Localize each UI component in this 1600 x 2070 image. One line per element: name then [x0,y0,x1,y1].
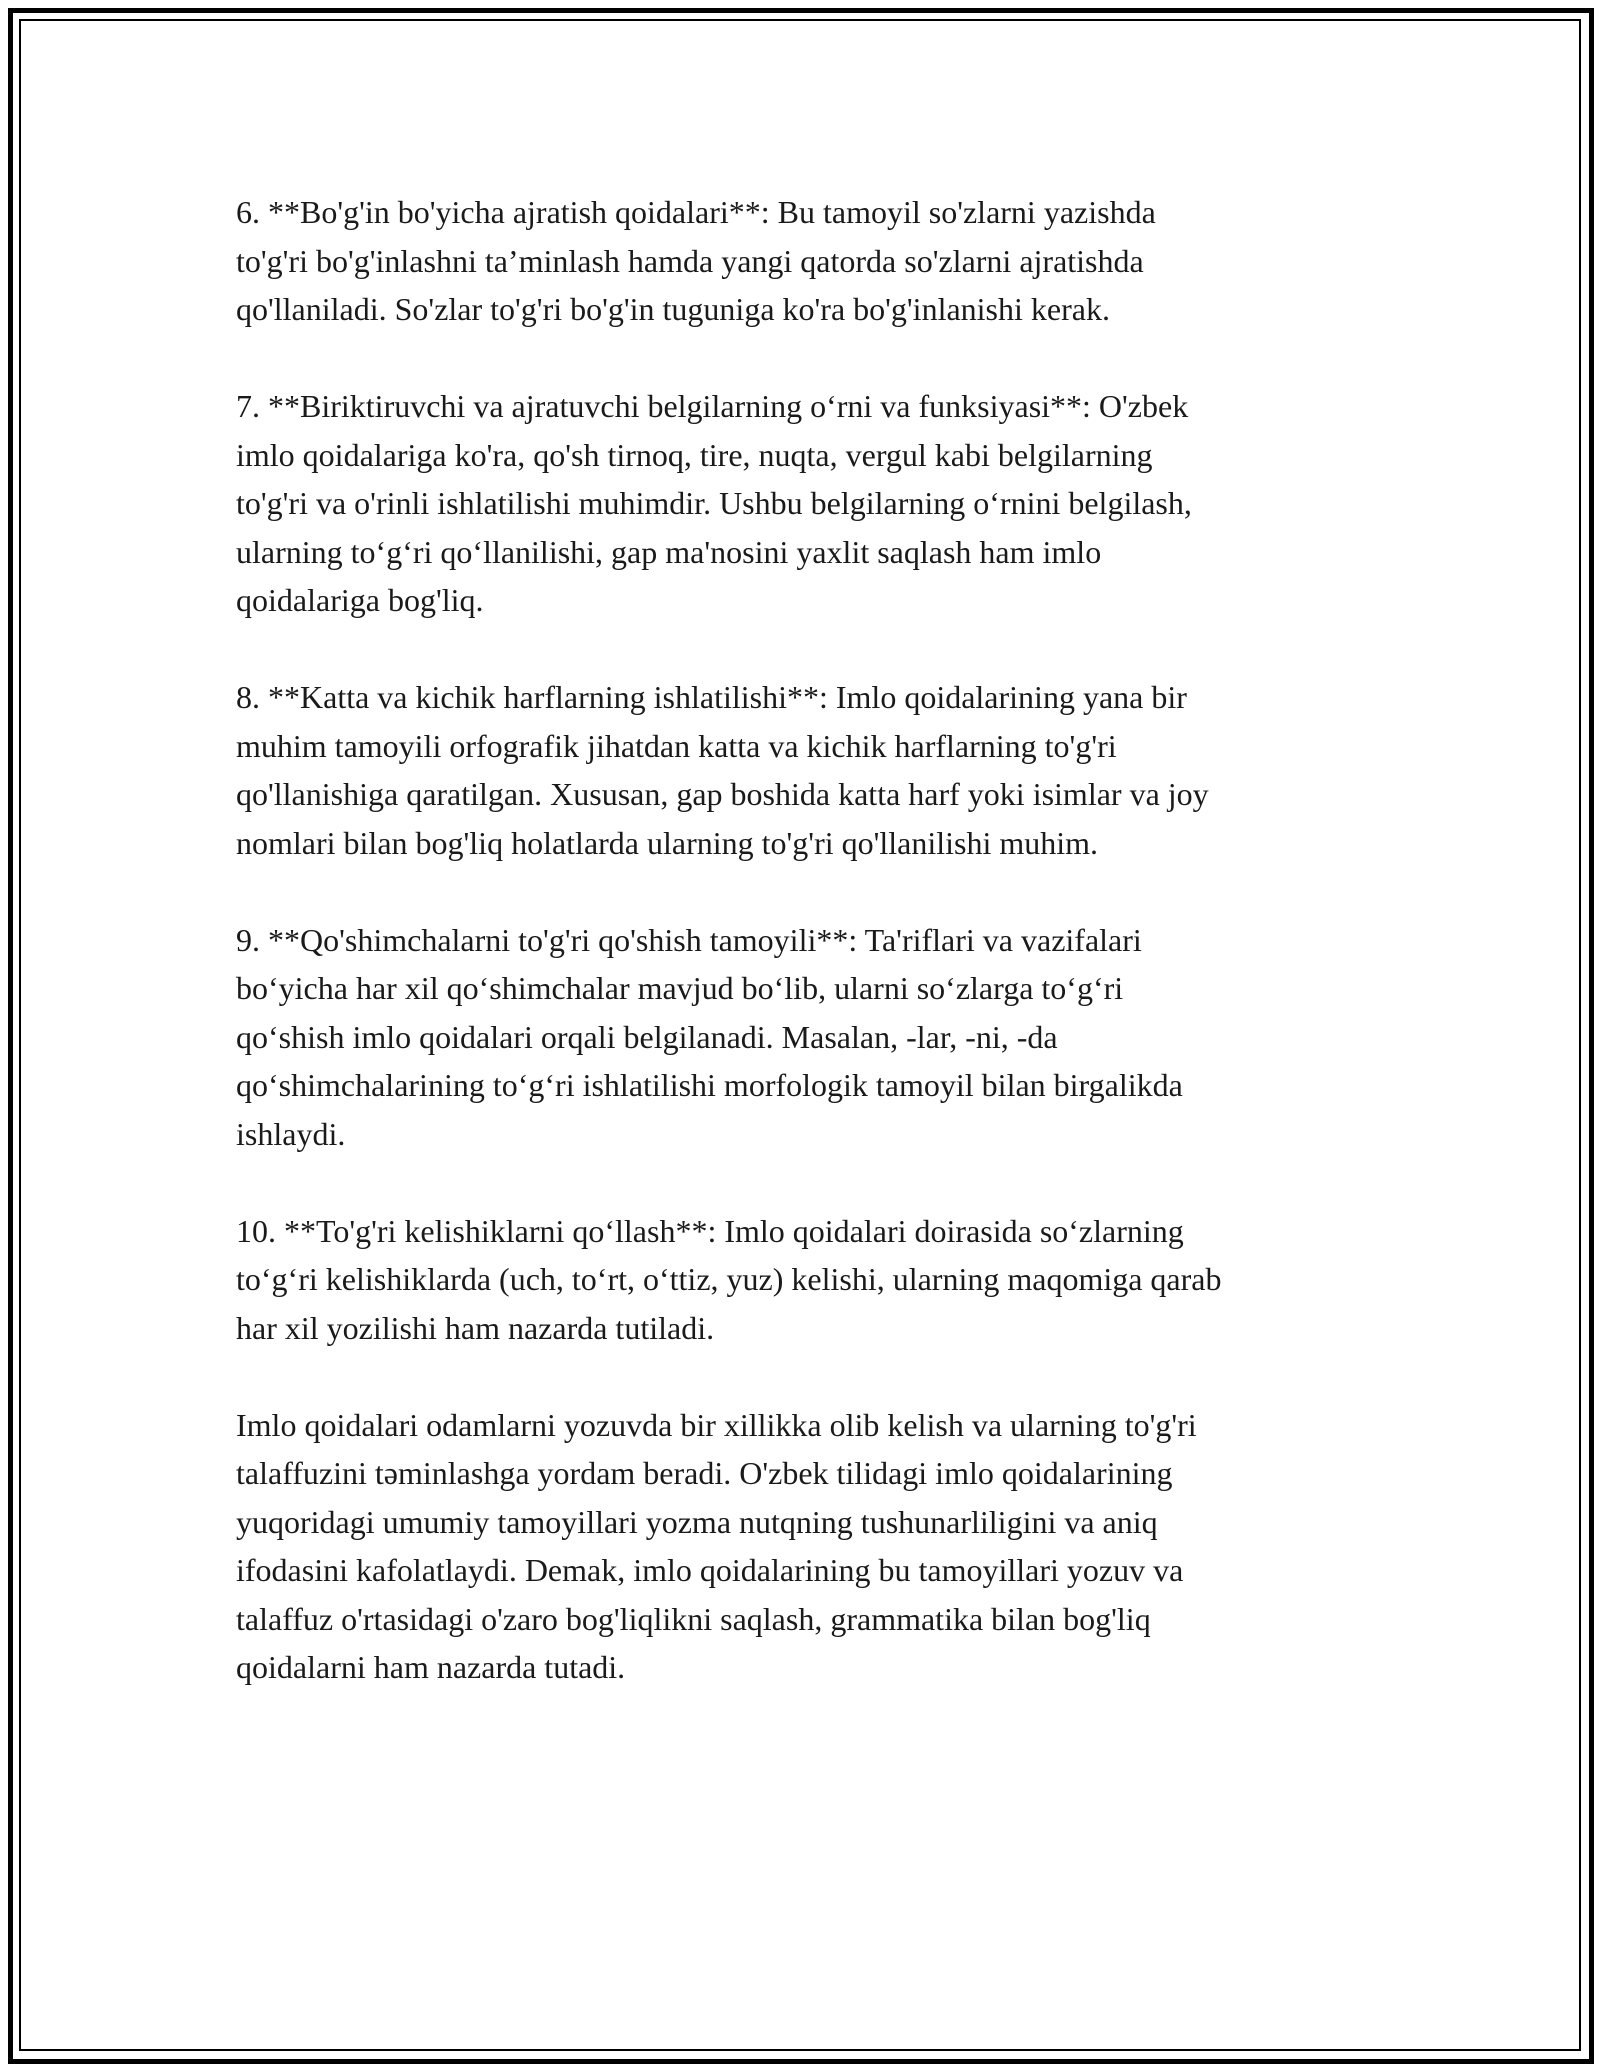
text-line: har xil yozilishi ham nazarda tutiladi. [236,1309,715,1346]
text-line: qo'llanishiga qaratilgan. Xususan, gap boshida katta harf yoki isimlar va joy [236,776,1209,812]
text-line: 8. **Katta va kichik harflarning ishlatilishi**: Imlo qoidalarining yana bir [236,679,1187,715]
text-line: qoʻshimchalarining toʻgʻri ishlatilishi morfologik tamoyil bilan birgalikda [236,1067,1183,1103]
paragraph-8 [236,673,1386,867]
text-line: talaffuz o'rtasidagi o'zaro bog'liqlikni saqlash, grammatika bilan bog'liq [236,1600,1151,1637]
text-line: boʻyicha har xil qoʻshimchalar mavjud boʻlib, ularni soʻzlarga toʻgʻri [236,970,1124,1006]
paragraph-6 [236,188,1386,334]
text-line: to'g'ri bo'g'inlashni ta’minlash hamda yangi qatorda so'zlarni ajratishda [236,242,1144,279]
text-line: qoidalarni ham nazarda tutadi. [236,1649,626,1685]
text-line: ishlaydi. [236,1115,346,1152]
text-line: nomlari bilan bog'liq holatlarda ularning to'g'ri qo'llanilishi muhim. [236,824,1099,861]
text-line: 10. **To'g'ri kelishiklarni qoʻllash**: Imlo qoidalari doirasida soʻzlarning [236,1212,1184,1249]
text-line: 9. **Qo'shimchalarni to'g'ri qo'shish tamoyili**: Ta'riflari va vazifalari [236,921,1142,958]
text-line: muhim tamoyili orfografik jihatdan katta va kichik harflarning to'g'ri [236,727,1117,764]
text-line: 7. **Biriktiruvchi va ajratuvchi belgilarning oʻrni va funksiyasi**: O'zbek [236,388,1189,424]
text-line: qoʻshish imlo qoidalari orqali belgilanadi. Masalan, -lar, -ni, -da [236,1018,1058,1055]
text-line: 6. **Bo'g'in bo'yicha ajratish qoidalari**: Bu tamoyil so'zlarni yazishda [236,194,1156,230]
text-line: toʻgʻri kelishiklarda (uch, toʻrt, oʻttiz, yuz) kelishi, ularning maqomiga qarab [236,1261,1222,1297]
text-line: ularning toʻgʻri qoʻllanilishi, gap ma'nosini yaxlit saqlash ham imlo [236,533,1102,570]
paragraph-10 [236,1207,1386,1353]
text-line: Imlo qoidalari odamlarni yozuvda bir xillikka olib kelish va ularning to'g'ri [236,1406,1197,1443]
text-line: imlo qoidalariga ko'ra, qo'sh tirnoq, tire, nuqta, vergul kabi belgilarning [236,436,1153,473]
text-line: to'g'ri va o'rinli ishlatilishi muhimdir. Ushbu belgilarning oʻrnini belgilash, [236,485,1192,521]
paragraph-9 [236,916,1386,1159]
text-line: ifodasini kafolatlaydi. Demak, imlo qoidalarining bu tamoyillari yozuv va [236,1552,1184,1588]
text-line: talaffuzini təminlashga yordam beradi. O'zbek tilidagi imlo qoidalarining [236,1455,1173,1491]
document-body [236,188,1386,1740]
paragraph-7 [236,382,1386,625]
paragraph-conclusion [236,1401,1386,1692]
text-line: yuqoridagi umumiy tamoyillari yozma nutqning tushunarliligini va aniq [236,1503,1158,1540]
text-line: qoidalariga bog'liq. [236,582,484,618]
text-line: qo'llaniladi. So'zlar to'g'ri bo'g'in tuguniga ko'ra bo'g'inlanishi kerak. [236,291,1110,327]
